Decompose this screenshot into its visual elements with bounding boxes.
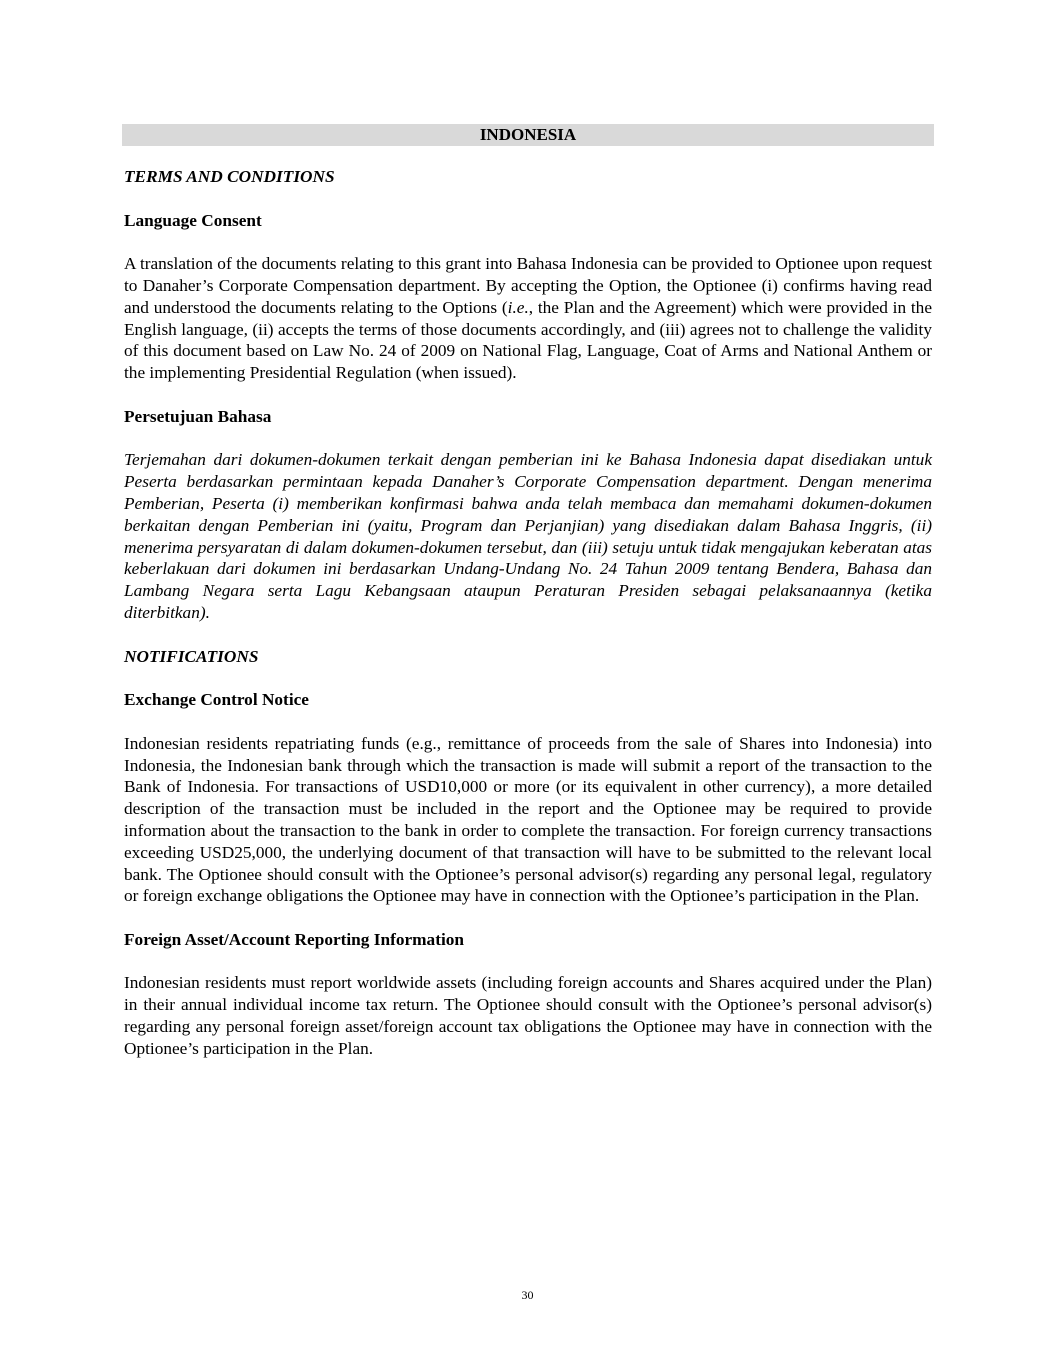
language-consent-heading: Language Consent xyxy=(124,210,262,230)
terms-and-conditions-title: TERMS AND CONDITIONS xyxy=(124,167,335,186)
page-number: 30 xyxy=(521,1288,534,1302)
language-consent-text-1: A translation of the documents relating to this grant into Bahasa Indonesia can be provided to Optionee upon request to Danaher’s Corporate Compensation department. By accepting the Option, the Optionee (i) confirms having read and understood the documents relating to the Options ( xyxy=(124,254,932,317)
persetujuan-bahasa-paragraph: Terjemahan dari dokumen-dokumen terkait dengan pemberian ini ke Bahasa Indonesia dapat disediakan untuk Peserta berdasarkan permintaan kepada Danaher’s Corporate Compensation department. Dengan menerima Pemberian, Peserta (i) memberikan konfirmasi bahwa anda telah membaca dan memahami dokumen-dokumen berkaitan dengan Pemberian ini (yaitu, Program dan Perjanjian) yang disediakan dalam Bahasa Inggris, (ii) menerima persyaratan di dalam dokumen-dokumen tersebut, dan (iii) setuju untuk tidak mengajukan keberatan atas keberlakuan dari dokumen ini berdasarkan Undang-Undang No. 24 Tahun 2009 tentang Bendera, Bahasa dan Lambang Negara serta Lagu Kebangsaan ataupun Peraturan Presiden sebagai pelaksanaannya (ketika diterbitkan). xyxy=(124,450,932,622)
document-body xyxy=(124,166,932,1081)
notifications-title: NOTIFICATIONS xyxy=(124,646,259,666)
language-consent-ie: i.e. xyxy=(507,297,529,317)
persetujuan-bahasa-heading: Persetujuan Bahasa xyxy=(124,406,272,426)
exchange-control-heading: Exchange Control Notice xyxy=(124,690,309,710)
language-consent-paragraph xyxy=(124,253,932,384)
country-heading: INDONESIA xyxy=(479,125,577,144)
foreign-asset-paragraph: Indonesian residents must report worldwide assets (including foreign accounts and Shares acquired under the Plan) in their annual individual income tax return. The Optionee should consult with the Optionee’s personal advisor(s) regarding any personal foreign asset/foreign account tax obligations the Optionee may have in connection with the Optionee’s participation in the Plan. xyxy=(124,973,932,1058)
language-consent-text-2: , the Plan and the Agreement) which were provided in the English language, (ii) accepts the terms of those documents accordingly, and (iii) agrees not to challenge the validity of this document based on Law No. 24 of 2009 on National Flag, Language, Coat of Arms and National Anthem or the implementing Presidential Regulation (when issued). xyxy=(124,297,932,383)
foreign-asset-heading: Foreign Asset/Account Reporting Information xyxy=(124,929,465,949)
country-heading-banner xyxy=(122,124,934,146)
exchange-control-paragraph: Indonesian residents repatriating funds (e.g., remittance of proceeds from the sale of Shares into Indonesia) into Indonesia, the Indonesian bank through which the transaction is made will submit a report of the transaction to the Bank of Indonesia. For transactions of USD10,000 or more (or its equivalent in other currency), a more detailed description of the transaction must be included in the report and the Optionee may be required to provide information about the transaction to the bank in order to complete the transaction. For foreign currency transactions exceeding USD25,000, the underlying document of that transaction will have to be submitted to the relevant local bank. The Optionee should consult with the Optionee’s personal advisor(s) regarding any personal legal, regulatory or foreign exchange obligations the Optionee may have in connection with the Optionee’s participation in the Plan. xyxy=(124,733,932,906)
